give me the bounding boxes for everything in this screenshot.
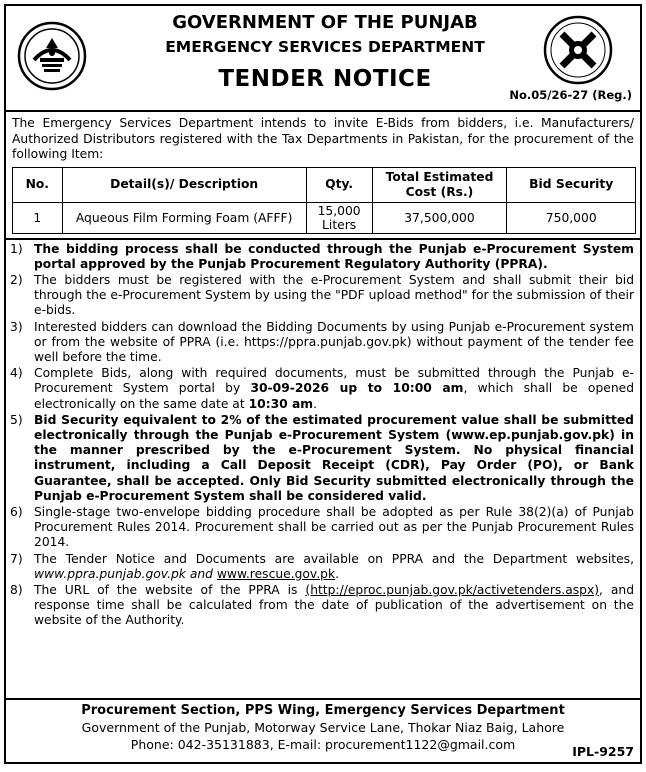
cell-description: Aqueous Film Forming Foam (AFFF) — [62, 202, 306, 233]
term-number: 5) — [10, 412, 23, 427]
notice-number: No.05/26-27 (Reg.) — [509, 88, 632, 102]
header-government-title: GOVERNMENT OF THE PUNJAB — [172, 12, 478, 33]
items-table — [12, 167, 636, 234]
term-number: 2) — [10, 272, 23, 287]
header-department-title: EMERGENCY SERVICES DEPARTMENT — [165, 38, 485, 56]
term-text: Interested bidders can download the Bidding Documents by using Punjab e-Procurement system or from the website of PPRA (i.e. https://ppra.punjab.gov.pk) without payment of the tender fee well before the time. — [34, 319, 634, 364]
cell-estimated-cost: 37,500,000 — [372, 202, 507, 233]
term-text-part: The URL of the website of the PPRA is — [34, 582, 306, 597]
column-header-qty: Qty. — [306, 167, 372, 202]
term-6 — [10, 505, 634, 551]
term-text-part: . — [313, 396, 318, 411]
rescue-website-link[interactable]: www.rescue.gov.pk — [216, 566, 336, 581]
term-text: Bid Security equivalent to 2% of the estimated procurement value shall be submitted electronically through the Punjab e-Procurement System (www.ep.punjab.gov.pk) in the manner prescribed by the e-Procurement System. No physical financial instrument, including a Call Deposit Receipt (CDR), Pay Order (PO), or Bank Guarantee, shall be accepted. Only Bid Security submitted electronically through the Punjab e-Procurement System shall be considered valid. — [34, 412, 634, 503]
column-header-estimated-cost: Total Estimated Cost (Rs.) — [372, 167, 507, 202]
column-header-description: Detail(s)/ Description — [62, 167, 306, 202]
term-number: 6) — [10, 504, 23, 519]
term-text — [34, 366, 634, 412]
opening-time: 10:30 am — [248, 396, 314, 411]
cell-no: 1 — [13, 202, 63, 233]
term-text: The bidding process shall be conducted through the Punjab e-Procurement System portal approved by the Punjab Procurement Regulatory Authority (PPRA). — [34, 241, 634, 271]
ipl-code: IPL-9257 — [572, 744, 634, 759]
term-number: 3) — [10, 319, 23, 334]
term-number: 8) — [10, 582, 23, 597]
term-text-part: , and response time shall be calculated from the date of publication of the advertisement on the website of the Authority. — [34, 582, 634, 628]
cell-qty: 15,000 Liters — [306, 202, 372, 233]
footer-contact: Phone: 042-35131883, E-mail: procurement1122@gmail.com — [130, 737, 516, 752]
term-text: The bidders must be registered with the e-Procurement System and shall submit their bid through the e-Procurement System by using the "PDF upload method" for the submission of their e-bids. — [34, 272, 634, 318]
term-1 — [10, 242, 634, 272]
table-row — [13, 202, 636, 233]
term-text — [34, 583, 634, 629]
page-title: TENDER NOTICE — [218, 66, 432, 92]
term-text-part: , which shall be opened electronically on the same date at — [34, 381, 634, 411]
term-number: 7) — [10, 551, 23, 566]
term-5 — [10, 413, 634, 504]
column-header-no: No. — [13, 167, 63, 202]
footer — [6, 698, 640, 762]
term-text: Single-stage two-envelope bidding procedure shall be adopted as per Rule 38(2)(a) of Punjab Procurement Rules 2014. Procurement shall be carried out as per the Punjab Procurement Rules 2014. — [34, 504, 634, 550]
cell-bid-security: 750,000 — [507, 202, 636, 233]
term-number: 4) — [10, 366, 23, 381]
term-text-part: and — [185, 566, 217, 581]
term-4 — [10, 366, 634, 412]
term-3 — [10, 320, 634, 366]
term-text — [34, 552, 634, 582]
term-text-part: Complete Bids, along with required documents, must be submitted through the Punjab e-Procurement System portal by — [34, 366, 634, 396]
term-number: 1) — [10, 241, 23, 256]
terms-list — [6, 240, 640, 629]
tender-notice — [4, 4, 642, 764]
footer-address: Government of the Punjab, Motorway Service Lane, Thokar Niaz Baig, Lahore — [81, 720, 565, 735]
term-text-part: . — [335, 566, 340, 581]
ppra-website-link[interactable]: www.ppra.punjab.gov.pk — [34, 566, 186, 581]
term-2 — [10, 273, 634, 319]
table-header-row — [13, 167, 636, 202]
term-text-part: The Tender Notice and Documents are available on PPRA and the Department websites, — [34, 551, 634, 566]
submission-deadline: 30-09-2026 up to 10:00 am — [250, 381, 464, 396]
term-8 — [10, 583, 634, 629]
footer-section-name: Procurement Section, PPS Wing, Emergency Services Department — [81, 703, 565, 718]
eproc-url-link[interactable]: (http://eproc.punjab.gov.pk/activetenders.aspx) — [305, 582, 600, 597]
rescue-1122-emblem-icon — [542, 14, 614, 86]
header — [6, 6, 640, 112]
term-7 — [10, 552, 634, 582]
intro-paragraph: The Emergency Services Department intends to invite E-Bids from bidders, i.e. Manufacturers/ Authorized Distributors registered with the Tax Departments in Pakistan, for the procurement of the following Item: — [12, 116, 634, 161]
column-header-bid-security: Bid Security — [507, 167, 636, 202]
